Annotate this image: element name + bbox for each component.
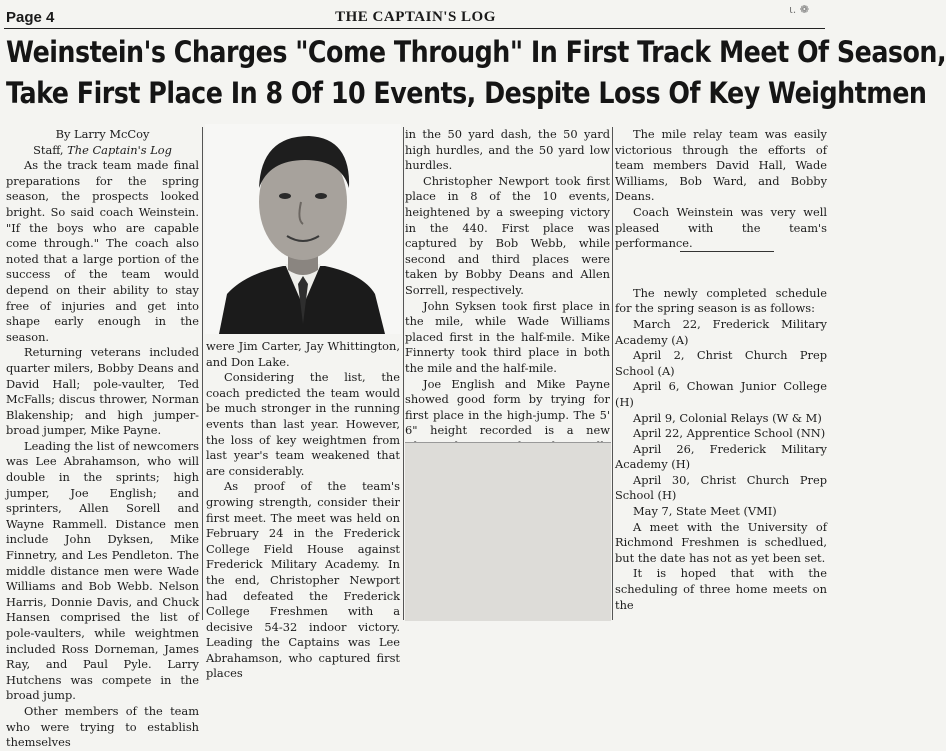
schedule-item: April 30, Christ Church Prep School (H)	[615, 472, 827, 503]
column-rule	[403, 127, 404, 620]
masthead-rule	[4, 28, 825, 29]
article-paragraph: As the track team made final preparations for the spring season, the prospects looked bright. So said coach Weinstein. "If the boys who are capable come through." The coach also noted that a large portion of the success of the team would depend on their ability to stay free of injuries and get into shape early enough in the season.	[6, 158, 199, 344]
article-paragraph: As proof of the team's growing strength, consider their first meet. The meet was held on February 24 in the Frederick College Field House against Frederick Military Academy. In the end, Christopher Newport had defeated the Frederick College Freshmen with a decisive 54-32 indoor victory. Leading the Captains was Lee Abrahamson, who captured first places	[206, 479, 400, 681]
page-number: Page 4	[6, 9, 55, 26]
byline-staff	[6, 143, 199, 159]
article-paragraph: Joe English and Mike Payne showed good form by trying for first place in the high-jump. The 5' 6" height recorded is a new	[405, 376, 610, 438]
article-paragraph: The mile relay team was easily victorious through the efforts of team members David Hall, Wade Williams, Bob Ward, and Bobby Deans.	[615, 127, 827, 204]
corner-mark: ι. ❁	[789, 3, 809, 16]
schedule-item: March 22, Frederick Military Academy (A)	[615, 316, 827, 347]
article-paragraph: in the 50 yard dash, the 50 yard high hurdles, and the 50 yard low hurdles.	[405, 127, 610, 173]
article-column-4	[615, 127, 827, 613]
schedule-item: April 22, Apprentice School (NN)	[633, 426, 826, 441]
headline-line-2: Take First Place In 8 Of 10 Events, Despite Loss Of Key Weightmen	[6, 76, 927, 110]
portrait-illustration	[205, 124, 401, 334]
headline-line-1: Weinstein's Charges "Come Through" In First Track Meet Of Season,	[6, 35, 946, 69]
article-column-1	[6, 127, 199, 751]
portrait-photo	[205, 124, 401, 334]
column-rule	[202, 127, 203, 620]
article-paragraph: Leading the list of newcomers was Lee Abrahamson, who will double in the sprints; high jumper, Joe English; and sprinters, Allen Sorell and Wayne Rammell. Distance men include John Dyksen, Mike Finnetry, and Les Pendleton. The middle distance men were Wade Williams and Bob Webb. Nelson Harris, Donnie Davis, and Chuck Hansen comprised the list of pole-vaulters, while weightmen included Ross Dorneman, James Ray, and Paul Pyle. Larry Hutchens was compete in the broad jump.	[6, 438, 199, 703]
headline	[6, 32, 946, 114]
byline-staff-prefix: Staff,	[33, 142, 68, 157]
newspaper-name: THE CAPTAIN'S LOG	[335, 9, 496, 25]
byline-publication: The Captain's Log	[67, 142, 172, 157]
article-paragraph: It is hoped that with the scheduling of three home meets on the	[615, 566, 827, 612]
schedule-intro: The newly completed schedule for the spring season is as follows:	[615, 285, 827, 316]
column-rule	[612, 127, 613, 620]
article-paragraph: were Jim Carter, Jay Whittington, and Don Lake.	[206, 339, 400, 369]
article-column-3	[405, 127, 610, 486]
blank-image-area	[405, 442, 611, 621]
article-paragraph: Considering the list, the coach predicted the team would be much stronger in the running events than last year. However, the loss of key weightmen from last year's team weakened that are considerably.	[206, 370, 400, 478]
article-paragraph: Coach Weinstein was very well pleased with the team's performance.	[615, 204, 827, 251]
article-paragraph: A meet with the University of Richmond Freshmen is schedlued, but the date has not as yet been set.	[615, 519, 827, 565]
schedule-item: April 26, Frederick Military Academy (H)	[615, 441, 827, 472]
article-paragraph: John Syksen took first place in the mile, while Wade Williams placed first in the half-mile. Mike Finnerty took third place in both the mile and the half-mile.	[405, 298, 610, 375]
article-column-2	[206, 339, 400, 682]
article-paragraph: Christopher Newport took first place in 8 of the 10 events, heightened by a sweeping victory in the 440. First place was captured by Bob Webb, while second and third places were taken by Bobby Deans and Allen Sorrell, respectively.	[405, 173, 610, 297]
masthead	[0, 0, 831, 30]
article-paragraph: Returning veterans included quarter milers, Bobby Deans and David Hall; pole-vaulter, Ted McFalls; discus thrower, Norman Blakenship; and high jumper-broad jumper, Mike Payne.	[6, 345, 199, 438]
article-paragraph: Other members of the team who were trying to establish themselves	[6, 703, 199, 750]
section-separator	[680, 251, 774, 252]
schedule-item: April 6, Chowan Junior College (H)	[615, 379, 827, 409]
schedule-item: April 2, Christ Church Prep School (A)	[615, 348, 827, 378]
byline-author: By Larry McCoy	[55, 127, 150, 141]
schedule-item: May 7, State Meet (VMI)	[633, 504, 777, 519]
schedule-item: April 9, Colonial Relays (W & M)	[633, 410, 822, 425]
